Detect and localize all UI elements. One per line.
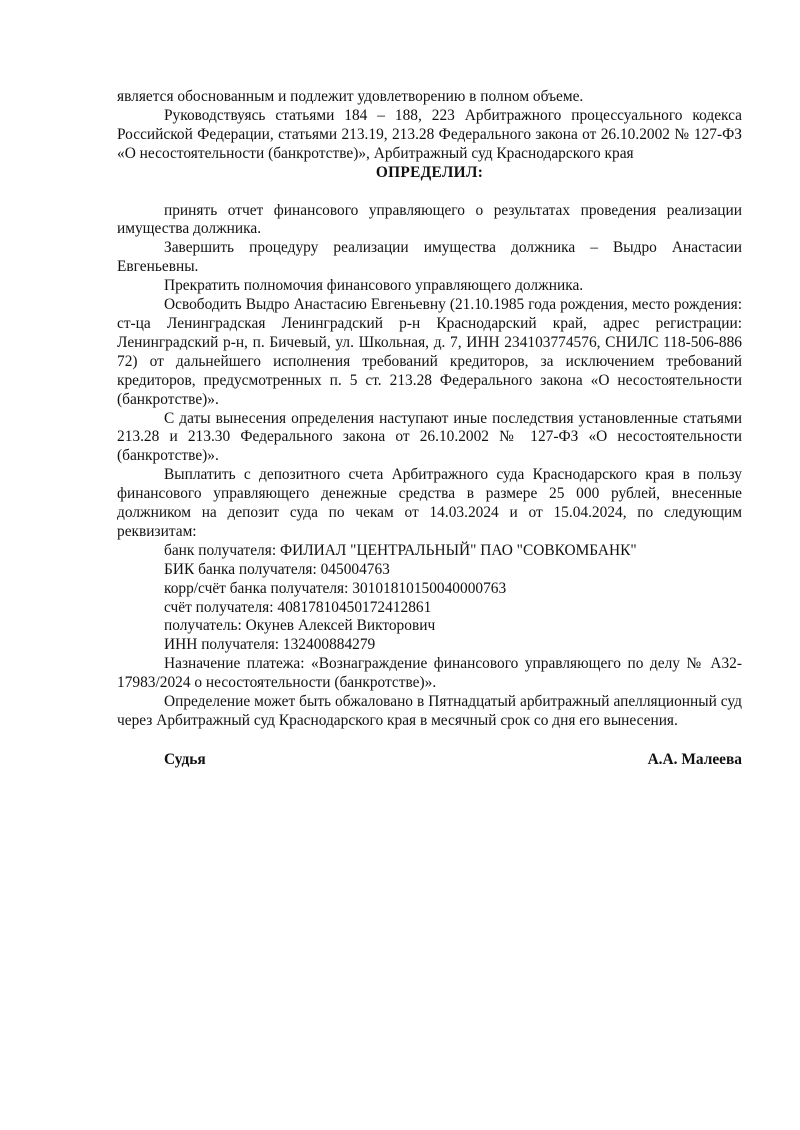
ruling-accept-report: принять отчет финансового управляющего о результатах проведения реализации имущества должника. bbox=[117, 201, 742, 238]
requisite-corr-account: корр/счёт банка получателя: 30101810150040000763 bbox=[164, 579, 507, 597]
basis-paragraph: Руководствуясь статьями 184 – 188, 223 Арбитражного процессуального кодекса Российской Федерации, статьями 213.19, 213.28 Федерального закона от 26.10.2002 № 127-ФЗ «О несостоятельности (банкротстве)», Арбитражный суд Краснодарского края bbox=[117, 106, 742, 162]
ruling-complete-procedure: Завершить процедуру реализации имущества должника – Выдро Анастасии Евгеньевны. bbox=[117, 239, 742, 276]
ruling-heading: ОПРЕДЕЛИЛ: bbox=[375, 163, 484, 181]
ruling-payment: Выплатить с депозитного счета Арбитражного суда Краснодарского края в пользу финансового управляющего денежные средства в размере 25 000 рублей, внесенные должником на депозит суда по чекам от 14.03.2024 и от 15.04.2024, по следующим реквизитам: bbox=[117, 466, 742, 540]
spacer bbox=[117, 183, 742, 202]
requisite-inn: ИНН получателя: 132400884279 bbox=[164, 636, 376, 654]
signature-block bbox=[117, 751, 742, 771]
ruling-release-debtor: Освободить Выдро Анастасию Евгеньевну (21.10.1985 года рождения, место рождения: ст-ца Ленинградская Ленинградский р-н Краснодарский край, адрес регистрации: Ленинградский р-н, п. Бичевый, ул. Школьная, д. 7, ИНН 234103774576, СНИЛС 118-506-886 72) от дальнейшего исполнения требований кредиторов, за исключением требований кредиторов, предусмотренных п. 5 ст. 213.28 Федерального закона «О несостоятельности (банкротстве)». bbox=[117, 296, 742, 408]
appeal-paragraph: Определение может быть обжаловано в Пятнадцатый арбитражный апелляционный суд через Арбитражный суд Краснодарского края в месячный срок со дня его вынесения. bbox=[117, 693, 742, 729]
continuation-text: является обоснованным и подлежит удовлетворению в полном объеме. bbox=[117, 88, 584, 105]
requisite-bank: банк получателя: ФИЛИАЛ "ЦЕНТРАЛЬНЫЙ" ПАО "СОВКОМБАНК" bbox=[164, 541, 637, 559]
ruling-terminate-powers: Прекратить полномочия финансового управляющего должника. bbox=[164, 277, 584, 295]
signature-role: Судья bbox=[164, 750, 206, 768]
requisite-bik: БИК банка получателя: 045004763 bbox=[164, 560, 390, 578]
ruling-consequences: С даты вынесения определения наступают иные последствия установленные статьями 213.28 и 213.30 Федерального закона от 26.10.2002 № 127-ФЗ «О несостоятельности (банкротстве)». bbox=[117, 409, 742, 465]
payment-purpose: Назначение платежа: «Вознаграждение финансового управляющего по делу № А32-17983/2024 о несостоятельности (банкротстве)». bbox=[117, 655, 742, 692]
document-page bbox=[117, 88, 742, 771]
requisite-recipient: получатель: Окунев Алексей Викторович bbox=[164, 617, 436, 635]
requisite-account: счёт получателя: 40817810450172412861 bbox=[164, 598, 432, 616]
signature-name: А.А. Малеева bbox=[647, 750, 742, 768]
